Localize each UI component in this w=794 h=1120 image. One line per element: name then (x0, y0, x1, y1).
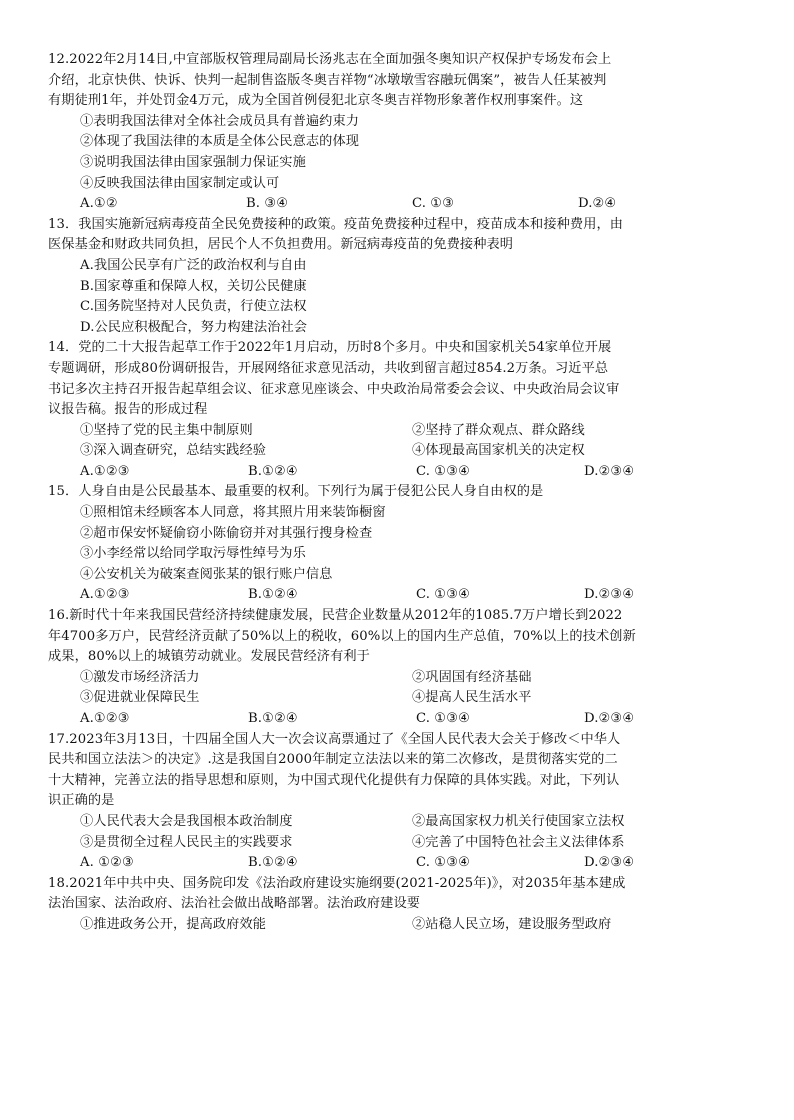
statement-item: ②坚持了群众观点、群众路线 (412, 422, 585, 438)
question-stem-line: 介绍，北京快供、快诉、快判一起制售盗版冬奥吉祥物“冰墩墩雪容融玩偶案”，被告人任某被判 (48, 72, 607, 88)
choice-a: A. ①②③ (80, 855, 134, 871)
choice-c: C. ①③④ (416, 855, 471, 871)
question-stem-line: 18.2021年中共中央、国务院印发《法治政府建设实施纲要(2021-2025年)》，对2035年基本建成 (48, 875, 626, 891)
statement-row (48, 441, 738, 462)
statement-item: ③是贯彻全过程人民民主的实践要求 (80, 834, 293, 850)
choice-c: C. ①③④ (416, 463, 471, 479)
choice-b: B.国家尊重和保障人权，关切公民健康 (80, 278, 307, 294)
choice-d: D.②③④ (584, 711, 635, 726)
choice-a: A.我国公民享有广泛的政治权利与自由 (80, 257, 307, 273)
choice-b: B. ③④ (246, 196, 289, 212)
choice-a: A.①②③ (80, 587, 130, 603)
statement-item: ②最高国家权力机关行使国家立法权 (412, 813, 625, 829)
question-17 (48, 730, 738, 874)
statement-item: ①表明我国法律对全体社会成员具有普遍约束力 (80, 113, 360, 129)
statement-item: ②超市保安怀疑偷窃小陈偷窃并对其强行搜身检查 (80, 525, 373, 541)
statement-item: ①坚持了党的民主集中制原则 (80, 422, 253, 438)
statement-item: ④完善了中国特色社会主义法律体系 (412, 834, 625, 850)
choice-a: A.①②③ (80, 463, 130, 479)
statement-item: ④反映我国法律由国家制定或认可 (80, 175, 280, 191)
choice-d: D.②④ (578, 196, 617, 212)
choice-b: B.①②④ (248, 711, 298, 726)
choice-d: D.②③④ (584, 463, 635, 479)
choice-a: A.①②③ (80, 711, 130, 726)
statement-item: ①人民代表大会是我国根本政治制度 (80, 813, 293, 829)
question-14 (48, 338, 738, 482)
choice-d: D.②③④ (584, 855, 635, 871)
answer-choices (48, 462, 738, 483)
choice-d: D.②③④ (584, 587, 635, 603)
statement-item: ②站稳人民立场，建设服务型政府 (412, 916, 612, 932)
question-list (48, 50, 738, 936)
statement-item: ③小李经常以给同学取污辱性绰号为乐 (80, 546, 306, 562)
question-stem-line: 12.2022年2月14日,中宣部版权管理局副局长汤兆志在全面加强冬奥知识产权保护专场发布会上 (48, 52, 612, 67)
choice-b: B.①②④ (248, 463, 298, 479)
question-12 (48, 50, 738, 215)
choice-c: C. ①③④ (416, 587, 471, 603)
statement-item: ③促进就业保障民生 (80, 690, 200, 706)
answer-choices (48, 709, 738, 730)
question-18 (48, 874, 738, 936)
question-stem-line: 专题调研，形成80份调研报告，开展网络征求意见活动，共收到留言超过854.2万条。习近平总 (48, 360, 609, 376)
statement-row (48, 421, 738, 442)
question-13 (48, 215, 738, 339)
choice-b: B.①②④ (248, 587, 298, 603)
statement-row (48, 812, 738, 833)
question-stem-line: 法治国家、法治政府、法治社会做出战略部署。法治政府建设要 (48, 896, 421, 912)
question-stem-line: 13．我国实施新冠病毒疫苗全民免费接种的政策。疫苗免费接种过程中，疫苗成本和接种费用，由 (48, 216, 624, 232)
statement-item: ②巩固国有经济基础 (412, 669, 532, 685)
statement-item: ①激发市场经济活力 (80, 669, 200, 685)
question-stem-line: 识正确的是 (48, 793, 115, 809)
choice-d: D.公民应积极配合，努力构建法治社会 (80, 319, 308, 335)
question-stem-line: 16.新时代十年来我国民营经济持续健康发展，民营企业数量从2012年的1085.7万户增长到2022 (48, 608, 623, 624)
question-stem-line: 有期徒刑1年，并处罚金4万元，成为全国首例侵犯北京冬奥吉祥物形象著作权刑事案件。这 (48, 93, 584, 109)
statement-item: ①照相馆未经顾客本人同意，将其照片用来装饰橱窗 (80, 505, 386, 521)
answer-choices (48, 853, 738, 874)
choice-c: C. ①③④ (416, 711, 471, 726)
answer-choices (48, 194, 738, 215)
question-stem-line: 民共和国立法法＞的决定》.这是我国自2000年制定立法法以来的第二次修改，是贯彻落实党的二 (48, 752, 618, 768)
statement-item: ④体现最高国家机关的决定权 (412, 443, 585, 459)
question-stem-line: 年4700多万户，民营经济贡献了50%以上的税收，60%以上的国内生产总值，70%以上的技术创新 (48, 628, 636, 644)
question-15 (48, 482, 738, 606)
question-stem-line: 成果，80%以上的城镇劳动就业。发展民营经济有利于 (48, 649, 370, 665)
answer-choices (48, 585, 738, 606)
choice-b: B.①②④ (248, 855, 298, 871)
question-16 (48, 606, 738, 730)
question-stem-line: 医保基金和财政共同负担，居民个人不负担费用。新冠病毒疫苗的免费接种表明 (48, 237, 514, 253)
question-stem-line: 17.2023年3月13日，十四届全国人大一次会议高票通过了《全国人民代表大会关于修改＜中华人 (48, 731, 621, 747)
statement-row (48, 915, 738, 936)
choice-a: A.①② (80, 196, 118, 212)
question-stem-line: 15．人身自由是公民最基本、最重要的权利。下列行为属于侵犯公民人身自由权的是 (48, 484, 544, 500)
question-stem-line: 14．党的二十大报告起草工作于2022年1月启动，历时8个多月。中央和国家机关54家单位开展 (48, 340, 612, 356)
statement-item: ③说明我国法律由国家强制力保证实施 (80, 154, 306, 170)
choice-c: C.国务院坚持对人民负责，行使立法权 (80, 299, 307, 315)
question-stem-line: 十大精神，完善立法的指导思想和原则，为中国式现代化提供有力保障的具体实践。对此，下列认 (48, 772, 620, 788)
statement-row (48, 668, 738, 689)
statement-item: ②体现了我国法律的本质是全体公民意志的体现 (80, 134, 360, 150)
statement-item: ①推进政务公开，提高政府效能 (80, 916, 267, 932)
statement-item: ④公安机关为破案查阅张某的银行账户信息 (80, 566, 333, 582)
statement-item: ③深入调查研究，总结实践经验 (80, 443, 267, 459)
statement-row (48, 833, 738, 854)
statement-item: ④提高人民生活水平 (412, 690, 532, 706)
choice-c: C. ①③ (412, 196, 455, 212)
question-stem-line: 议报告稿。报告的形成过程 (48, 402, 208, 418)
statement-row (48, 688, 738, 709)
question-stem-line: 书记多次主持召开报告起草组会议、征求意见座谈会、中央政治局常委会会议、中央政治局会议审 (48, 381, 620, 397)
